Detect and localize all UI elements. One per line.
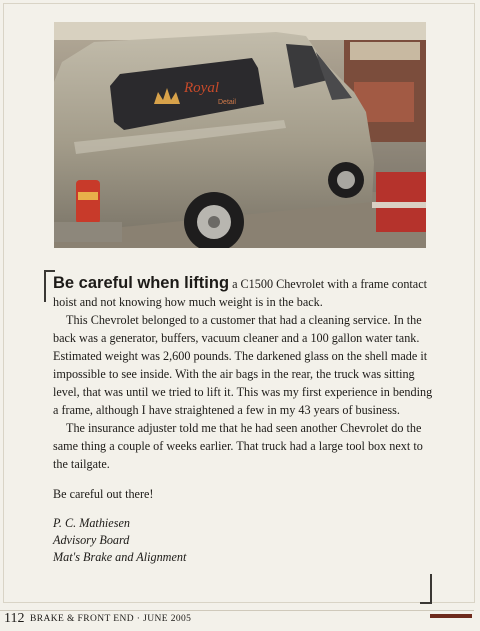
lead-bold-text: Be careful when lifting <box>53 274 230 292</box>
truck-illustration <box>54 22 426 248</box>
page-number: 112 <box>4 611 25 626</box>
lead-paragraph <box>53 274 433 311</box>
signature-name: P. C. Mathiesen <box>53 516 130 530</box>
page-footer <box>4 612 474 628</box>
window-lettering: Royal <box>184 80 219 96</box>
paragraph-1: This Chevrolet belonged to a customer that had a cleaning service. In the back was a generator, buffers, vacuum cleaner and a 100 gallon water tank. Estimated weight was 2,600 pounds. The darkened glass on the shell made it impossible to see inside. With the air bags in the rear, the truck was sitting level, that was until we tried to lift it. This was my first experience in bending a frame, although I have straightened a few in my 43 years of business. <box>53 313 433 417</box>
signature-title: Advisory Board <box>53 533 130 547</box>
signature-company: Mat's Brake and Alignment <box>53 550 187 564</box>
window-lettering-small: Detail <box>218 99 236 106</box>
signature <box>53 515 433 566</box>
lead-rest-text: a C1500 Chevrolet with a frame contact hoist and not knowing how much weight is in the back. <box>53 277 428 309</box>
closing-line: Be careful out there! <box>53 487 154 501</box>
paragraph-2: The insurance adjuster told me that he had seen another Chevrolet do the same thing a couple of weeks earlier. That truck had a large tool box next to the tailgate. <box>53 421 423 471</box>
article <box>44 270 434 606</box>
truck-photo <box>54 22 426 248</box>
footer-rule <box>0 610 474 611</box>
publication-title: BRAKE & FRONT END · JUNE 2005 <box>30 614 192 624</box>
corner-bracket-bottom-right <box>420 574 432 604</box>
article-body <box>53 274 433 566</box>
